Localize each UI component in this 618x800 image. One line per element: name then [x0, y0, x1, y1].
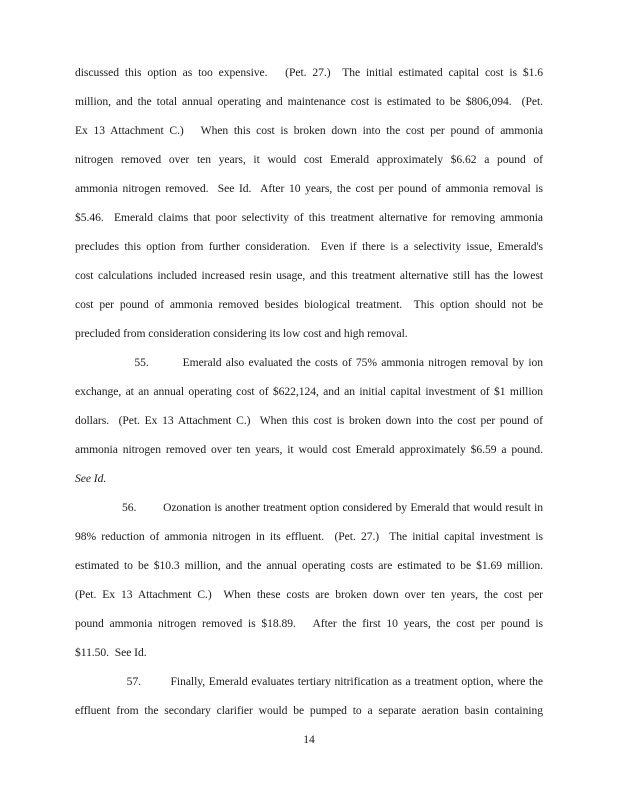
text-line: cost per pound of ammonia removed besides biological treatment. This option should not be — [75, 298, 543, 311]
text-line: million, and the total annual operating and maintenance cost is estimated to be $806,094. (Pet. — [75, 95, 543, 108]
paragraph-57-line: 57. Finally, Emerald evaluates tertiary nitrification as a treatment option, where the — [75, 675, 543, 688]
text-line: ammonia nitrogen removed. See Id. After 10 years, the cost per pound of ammonia removal is — [75, 182, 543, 195]
text-line: precluded from consideration considering its low cost and high removal. — [75, 327, 408, 340]
text-line: 98% reduction of ammonia nitrogen in its effluent. (Pet. 27.) The initial capital investment is — [75, 530, 543, 543]
text-line: $11.50. See Id. — [75, 646, 147, 659]
text-line: (Pet. Ex 13 Attachment C.) When these costs are broken down over ten years, the cost per — [75, 588, 543, 601]
citation-line: See Id. — [75, 472, 107, 485]
text-line: discussed this option as too expensive. (Pet. 27.) The initial estimated capital cost is $1.6 — [75, 66, 543, 79]
page-number: 14 — [303, 733, 315, 746]
text-line: dollars. (Pet. Ex 13 Attachment C.) When this cost is broken down into the cost per pound of — [75, 414, 543, 427]
text-line: pound ammonia nitrogen removed is $18.89. After the first 10 years, the cost per pound is — [75, 617, 543, 630]
paragraph-55-line: 55. Emerald also evaluated the costs of 75% ammonia nitrogen removal by ion — [75, 356, 543, 369]
text-line: Ex 13 Attachment C.) When this cost is broken down into the cost per pound of ammonia — [75, 124, 543, 137]
text-line: estimated to be $10.3 million, and the annual operating costs are estimated to be $1.69 million. — [75, 559, 543, 572]
text-line: ammonia nitrogen removed over ten years, it would cost Emerald approximately $6.59 a pound. — [75, 443, 543, 456]
text-line: exchange, at an annual operating cost of $622,124, and an initial capital investment of $1 million — [75, 385, 543, 398]
text-line: $5.46. Emerald claims that poor selectivity of this treatment alternative for removing ammonia — [75, 211, 543, 224]
paragraph-56-line: 56. Ozonation is another treatment option considered by Emerald that would result in — [75, 501, 543, 514]
text-line: precludes this option from further consideration. Even if there is a selectivity issue, Emerald's — [75, 240, 543, 253]
text-line: effluent from the secondary clarifier would be pumped to a separate aeration basin containing — [75, 704, 543, 717]
text-line: nitrogen removed over ten years, it would cost Emerald approximately $6.62 a pound of — [75, 153, 543, 166]
text-line: cost calculations included increased resin usage, and this treatment alternative still has the lowest — [75, 269, 543, 282]
